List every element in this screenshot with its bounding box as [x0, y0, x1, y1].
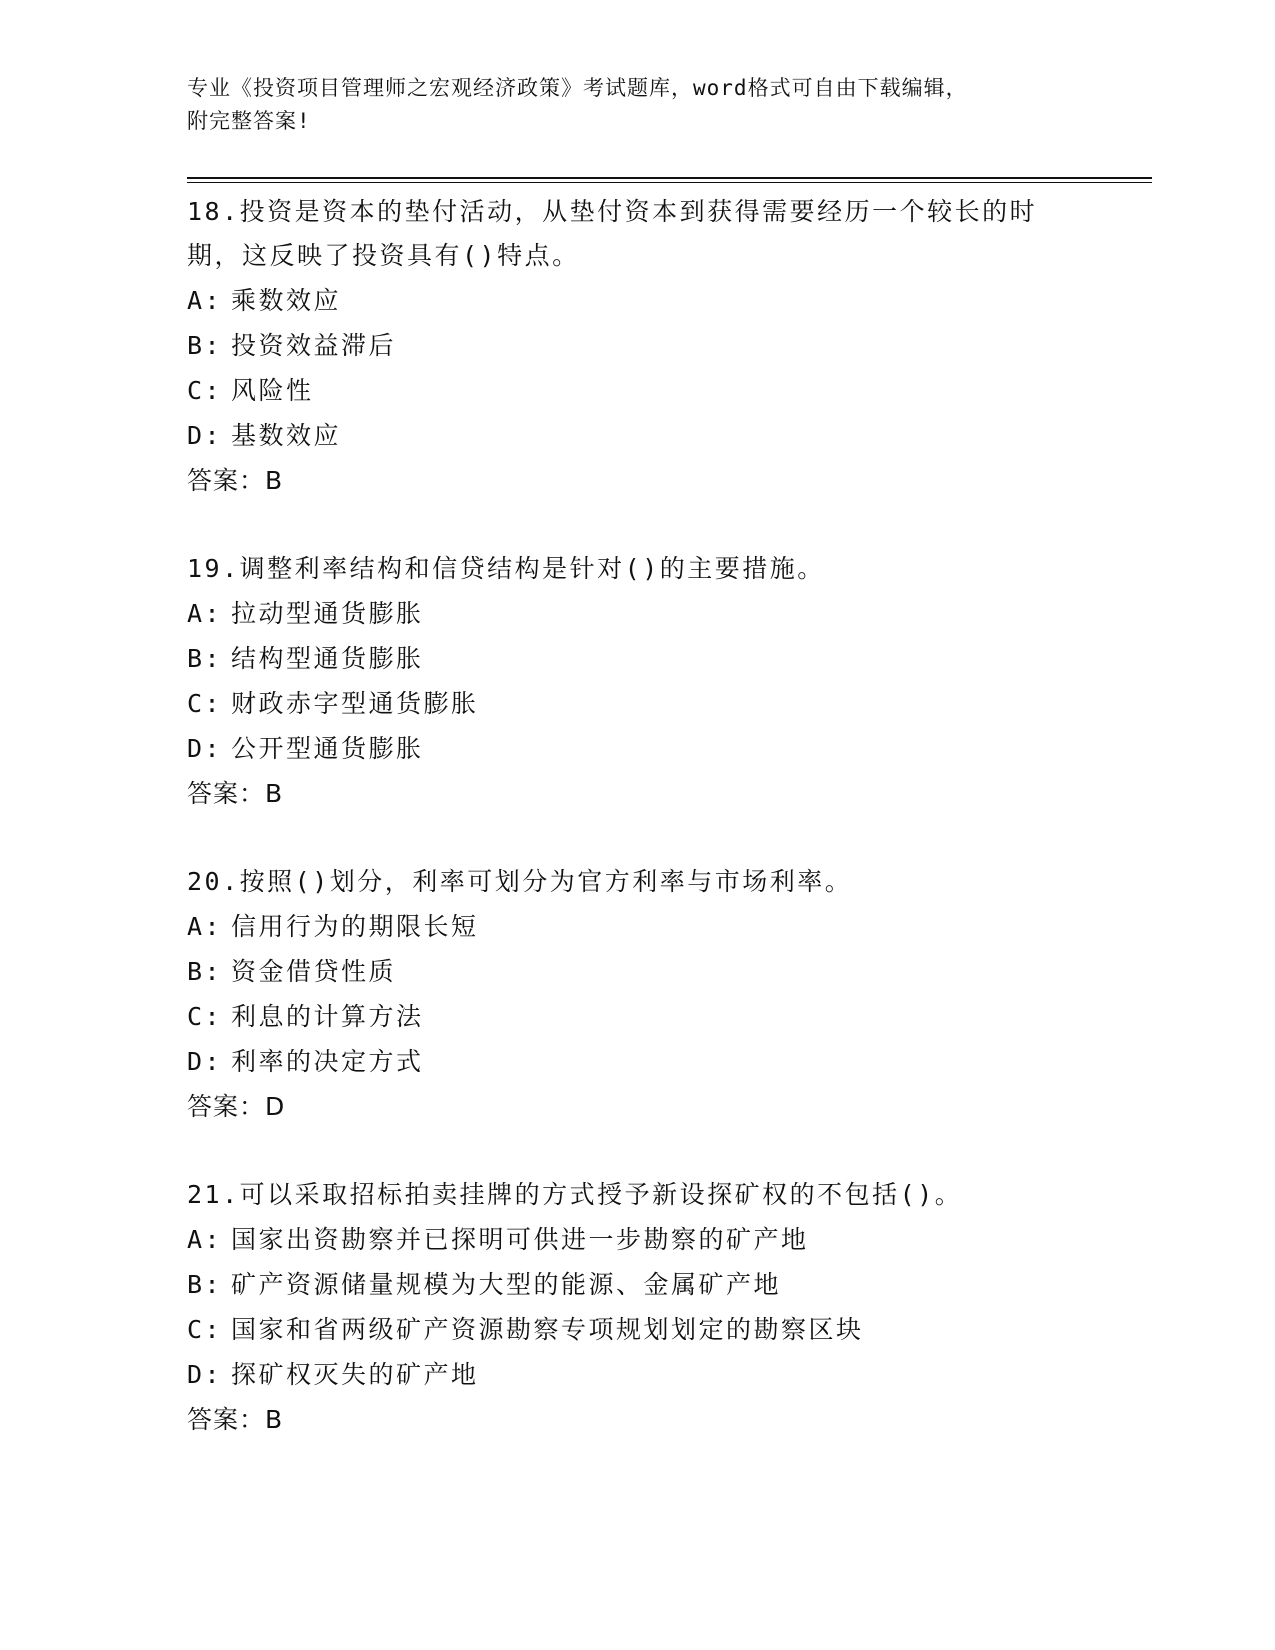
option-key: D: [187, 421, 223, 450]
option-d [187, 413, 1087, 458]
option-key: D: [187, 1360, 223, 1389]
option-text: 公开型通货膨胀 [231, 734, 424, 763]
document-header [187, 72, 1107, 138]
option-a [187, 591, 1087, 636]
option-b [187, 323, 1087, 368]
option-key: B: [187, 644, 223, 673]
option-c [187, 1307, 1087, 1352]
header-line-2: 附完整答案! [187, 109, 311, 133]
option-key: C: [187, 1315, 223, 1344]
option-b [187, 949, 1087, 994]
option-d [187, 1039, 1087, 1084]
option-a [187, 904, 1087, 949]
question-list [187, 190, 1087, 1442]
option-a [187, 278, 1087, 323]
question-19 [187, 547, 1087, 816]
answer-line: 答案：B [187, 466, 284, 495]
option-b [187, 1262, 1087, 1307]
option-a [187, 1217, 1087, 1262]
question-stem: 19.调整利率结构和信贷结构是针对()的主要措施。 [187, 554, 825, 583]
option-text: 探矿权灭失的矿产地 [231, 1360, 479, 1389]
option-key: A: [187, 912, 223, 941]
question-21 [187, 1173, 1087, 1442]
option-text: 国家和省两级矿产资源勘察专项规划划定的勘察区块 [231, 1315, 864, 1344]
option-key: C: [187, 1002, 223, 1031]
option-c [187, 994, 1087, 1039]
option-key: B: [187, 1270, 223, 1299]
option-text: 利息的计算方法 [231, 1002, 424, 1031]
option-text: 基数效应 [231, 421, 342, 450]
answer-line: 答案：B [187, 779, 284, 808]
option-text: 风险性 [231, 376, 314, 405]
option-key: A: [187, 286, 223, 315]
option-key: A: [187, 599, 223, 628]
option-text: 拉动型通货膨胀 [231, 599, 424, 628]
option-key: C: [187, 689, 223, 718]
question-stem: 21.可以采取招标拍卖挂牌的方式授予新设探矿权的不包括()。 [187, 1180, 963, 1209]
option-text: 投资效益滞后 [231, 331, 397, 360]
option-key: C: [187, 376, 223, 405]
option-text: 信用行为的期限长短 [231, 912, 479, 941]
option-text: 矿产资源储量规模为大型的能源、金属矿产地 [231, 1270, 782, 1299]
option-text: 结构型通货膨胀 [231, 644, 424, 673]
answer-line: 答案：B [187, 1405, 284, 1434]
option-text: 乘数效应 [231, 286, 342, 315]
question-20 [187, 860, 1087, 1129]
option-text: 财政赤字型通货膨胀 [231, 689, 479, 718]
option-text: 国家出资勘察并已探明可供进一步勘察的矿产地 [231, 1225, 809, 1254]
option-c [187, 368, 1087, 413]
header-divider-thick [187, 177, 1152, 179]
question-stem: 18.投资是资本的垫付活动，从垫付资本到获得需要经历一个较长的时期，这反映了投资具有()特点。 [187, 197, 1038, 270]
header-divider-thin [187, 182, 1152, 183]
option-text: 资金借贷性质 [231, 957, 397, 986]
answer-line: 答案：D [187, 1092, 286, 1121]
option-key: A: [187, 1225, 223, 1254]
header-line-1: 专业《投资项目管理师之宏观经济政策》考试题库，word格式可自由下载编辑， [187, 76, 968, 100]
option-key: D: [187, 1047, 223, 1076]
option-key: D: [187, 734, 223, 763]
option-d [187, 726, 1087, 771]
option-d [187, 1352, 1087, 1397]
option-c [187, 681, 1087, 726]
option-b [187, 636, 1087, 681]
option-text: 利率的决定方式 [231, 1047, 424, 1076]
question-stem: 20.按照()划分，利率可划分为官方利率与市场利率。 [187, 867, 853, 896]
option-key: B: [187, 957, 223, 986]
option-key: B: [187, 331, 223, 360]
question-18 [187, 190, 1087, 503]
